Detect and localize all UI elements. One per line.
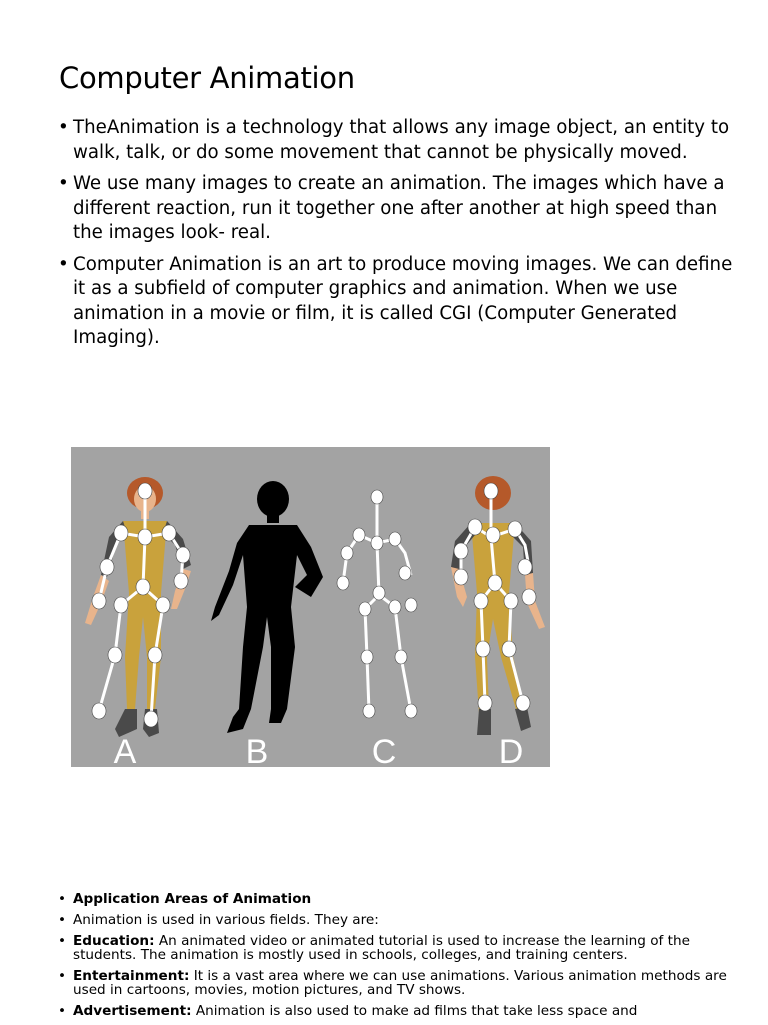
application-term: Entertainment: <box>73 968 190 984</box>
figure-label-b: B <box>245 733 269 767</box>
applications-intro: • Animation is used in various fields. They are: <box>58 913 730 927</box>
applications-heading: • Application Areas of Animation <box>58 892 730 906</box>
application-text: Animation is also used to make ad films that take less space and <box>191 1003 638 1019</box>
application-item <box>58 934 730 962</box>
slide-title: Computer Animation <box>59 61 355 96</box>
application-item <box>58 1004 730 1018</box>
application-term: Advertisement: <box>73 1003 192 1019</box>
bullet-item: • TheAnimation is a technology that allows any image object, an entity to walk, talk, or do some movement that cannot be physically moved. <box>58 116 738 165</box>
application-term: Education: <box>73 933 155 949</box>
figure-label-a: A <box>113 733 137 767</box>
bullet-item: • We use many images to create an animation. The images which have a different reaction, run it together one after another at high speed than the images look- real. <box>58 172 738 246</box>
application-text: It is a vast area where we can use animations. Various animation methods are used in cartoons, movies, motion pictures, and TV shows. <box>73 968 727 998</box>
figure-label-c: C <box>371 733 397 767</box>
animation-figure <box>71 447 550 767</box>
application-text: An animated video or animated tutorial is used to increase the learning of the students. The animation is mostly used in schools, colleges, and training centers. <box>73 933 690 963</box>
bullet-item: • Computer Animation is an art to produce moving images. We can define it as a subfield of computer graphics and animation. When we use animation in a movie or film, it is called CGI (Computer Generated Imaging). <box>58 253 738 351</box>
applications-list <box>58 892 730 1025</box>
main-bullet-list <box>58 116 738 358</box>
application-item <box>58 969 730 997</box>
figure-illustration <box>71 447 550 767</box>
figure-label-d: D <box>498 733 524 767</box>
